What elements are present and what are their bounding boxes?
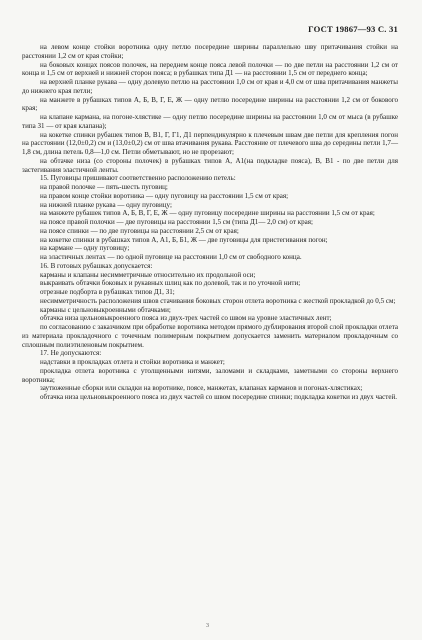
paragraph: на правом конце стойки воротника — одну пуговицу на расстоянии 1,5 см от края; <box>40 191 289 200</box>
paragraph: на боковых концах поясов полочек, на переднем конце пояса левой полочки — по две петли на расстоянии 1,2 см от конца и 1,5 см от верхней и нижней сторон пояса; в рубашках типа Д1 — на расстоянии 1,5 см от переднего конца; <box>22 60 398 78</box>
paragraph: на поясе спинки — по две пуговицы на расстоянии 2,5 см от края; <box>40 226 239 235</box>
page-header: ГОСТ 19867—93 С. 31 <box>308 24 398 34</box>
paragraph: надставки в прокладках отлета и стойки воротника и манжет; <box>40 358 225 366</box>
paragraph: несимметричность расположения швов стачивания боковых сторон отлета воротника с жесткой прокладкой до 0,5 см; <box>40 296 396 305</box>
paragraph: обтачка низа цельновыкроенного пояса из двух-трех частей со швом на уровне эластичных лент; <box>40 314 332 323</box>
paragraph: на правой полочке — пять-шесть пуговиц; <box>40 183 168 191</box>
paragraph: выкраивать обтачки боковых и рукавных шлиц как по долевой, так и по уточной нити; <box>40 279 301 288</box>
paragraph: карманы с цельновыкроенными обтачками; <box>40 305 171 314</box>
paragraph: по согласованию с заказчиком при обработке воротника методом прямого дублирования второй слой прокладки отлета из материала прокладочного с точечным полимерным покрытием допускается заменить материалом прокладочным со сплошным полиэтиленовым покрытием. <box>22 323 398 349</box>
section-heading: 15. Пуговицы пришивают соответственно расположению петель: <box>40 174 236 183</box>
paragraph: карманы и клапаны несимметричные относительно их продольной оси; <box>40 270 256 279</box>
paragraph: на клапане кармана, на погоне-хлястике — одну петлю посередине ширины на расстоянии 1,0 см от мыса (в рубашке типа З1 — от края клапана); <box>22 113 398 130</box>
section-heading: 17. Не допускаются: <box>40 349 102 358</box>
paragraph: на кокетке спинки рубашек типов В, В1, Г, Г1, Д1 перпендикулярно к плечевым швам две петли для крепления погон на расстоянии (12,0±0,2) см и (13,0±0,2) см от шва втачивания рукава. Расстояние от плечевого шва до середины петли 1,7—1,8 см, длина петель 0,8—1,0 см. Петли обметывают, но не прорезают; <box>22 130 398 156</box>
paragraph: на нижней планке рукава — одну пуговицу; <box>40 200 172 209</box>
paragraph: заутюженные сборки или складки на воротнике, поясе, манжетах, клапанах карманов и погонах-хлястиках; <box>40 384 363 393</box>
paragraph: на верхней планке рукава — одну долевую петлю на расстоянии 1,0 см от края и 4,0 см от шва притачивания манжеты до нижнего края петли; <box>22 78 398 95</box>
paragraph: обтачка низа цельновыкроенного пояса из двух частей со швом посередине спинки; подкладка кокетки из двух частей. <box>40 393 398 401</box>
paragraph: на манжете рубашек типов А, Б, В, Г, Е, Ж — одну пуговицу посередине ширины на расстоянии 1,5 см от края; <box>40 209 375 218</box>
document-body <box>22 43 398 402</box>
paragraph: на кокетке спинки в рубашках типов А, А1, Б, Б1, Ж — две пуговицы для пристегивания погон; <box>40 235 328 244</box>
paragraph: на левом конце стойки воротника одну петлю посередине ширины параллельно шву притачивания стойки на расстоянии 1,2 см от края стойки; <box>22 43 398 60</box>
page-mark: 3 <box>206 623 209 629</box>
paragraph: на обтачке низа (со стороны полочек) в рубашках типов А, А1(на подкладке пояса), В, В1 - по две петли для застегивания эластичной ленты. <box>22 156 398 174</box>
paragraph: отрезные подборта в рубашках типов Д1, З1; <box>40 288 175 296</box>
section-heading: 16. В готовых рубашках допускается: <box>40 261 153 270</box>
paragraph: на манжете в рубашках типов А, Б, В, Г, Е, Ж — одну петлю посередине ширины на расстоянии 1,2 см от бокового края; <box>22 95 398 113</box>
paragraph: на эластичных лентах — по одной пуговице на расстоянии 1,0 см от свободного конца. <box>40 253 302 261</box>
paragraph: прокладка отлета воротника с утолщенными нитями, заломами и складками, заметными со стороны верхнего воротника; <box>22 366 398 384</box>
paragraph: на кармане — одну пуговицу; <box>40 244 130 253</box>
paragraph: на поясе правой полочки — две пуговицы на расстоянии 1,5 см (типа Д1— 2,0 см) от края; <box>40 218 313 226</box>
